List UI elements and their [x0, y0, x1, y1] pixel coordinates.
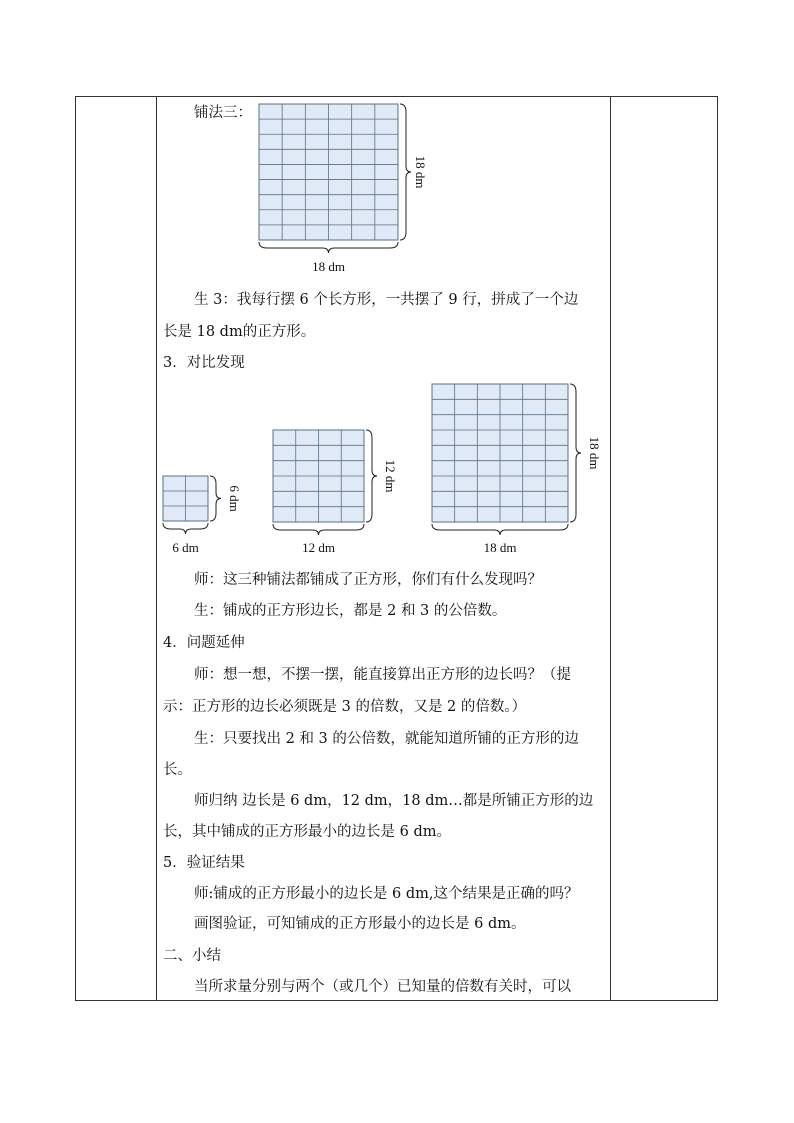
compare-18dm-bottom-label: 18 dm — [483, 540, 517, 555]
method3-bottom-label: 18 dm — [312, 259, 345, 274]
compare-18dm-bottom-brace — [432, 524, 568, 535]
section4-heading: 4．问题延伸 — [163, 635, 245, 651]
method3-heading: 铺法三： — [194, 105, 252, 121]
section3-heading: 3．对比发现 — [163, 355, 245, 371]
compare-6dm-right-label: 6 dm — [227, 485, 242, 512]
teacher-prompt-line1: 师：想一想，不摆一摆，能直接算出正方形的边长吗？（提 — [194, 667, 571, 683]
compare-12dm-right-label: 12 dm — [383, 459, 398, 493]
compare-12dm-right-brace — [366, 430, 377, 522]
verify-question: 师:铺成的正方形最小的边长是 6 dm,这个结果是正确的吗？ — [194, 886, 579, 902]
method3-right-brace — [400, 104, 411, 240]
teacher-question: 师：这三种铺法都铺成了正方形，你们有什么发现吗？ — [194, 572, 542, 588]
student3-line2: 长是 18 dm的正方形。 — [163, 324, 316, 340]
student-answer: 生：铺成的正方形边长，都是 2 和 3 的公倍数。 — [194, 603, 507, 619]
compare-18dm-right-label: 18 dm — [587, 436, 602, 470]
compare-6dm-bottom-label: 6 dm — [172, 540, 199, 555]
section5-heading: 5．验证结果 — [163, 855, 245, 871]
verify-answer: 画图验证，可知铺成的正方形最小的边长是 6 dm。 — [194, 916, 526, 932]
teacher-summary-line2: 长，其中铺成的正方形最小的边长是 6 dm。 — [163, 824, 451, 840]
compare-6dm-right-brace — [210, 476, 221, 521]
compare-6dm-bottom-brace — [163, 523, 208, 534]
teacher-prompt-line2: 示：正方形的边长必须既是 3 的倍数，又是 2 的倍数。） — [163, 699, 527, 715]
student-reply-line2: 长。 — [163, 762, 192, 778]
method3-right-label: 18 dm — [413, 155, 428, 189]
summary-text: 当所求量分别与两个（或几个）已知量的倍数有关时，可以 — [194, 979, 571, 995]
teacher-summary-line1: 师归纳 边长是 6 dm，12 dm，18 dm…都是所铺正方形的边 — [194, 793, 594, 809]
student3-line1: 生 3：我每行摆 6 个长方形，一共摆了 9 行，拼成了一个边 — [194, 292, 579, 308]
student-reply-line1: 生：只要找出 2 和 3 的公倍数，就能知道所铺的正方形的边 — [194, 731, 579, 747]
compare-12dm-bottom-label: 12 dm — [302, 540, 335, 555]
compare-18dm-right-brace — [570, 384, 581, 522]
method3-bottom-brace — [259, 242, 398, 253]
compare-12dm-bottom-brace — [273, 524, 364, 535]
summary-heading: 二、小结 — [163, 948, 221, 964]
